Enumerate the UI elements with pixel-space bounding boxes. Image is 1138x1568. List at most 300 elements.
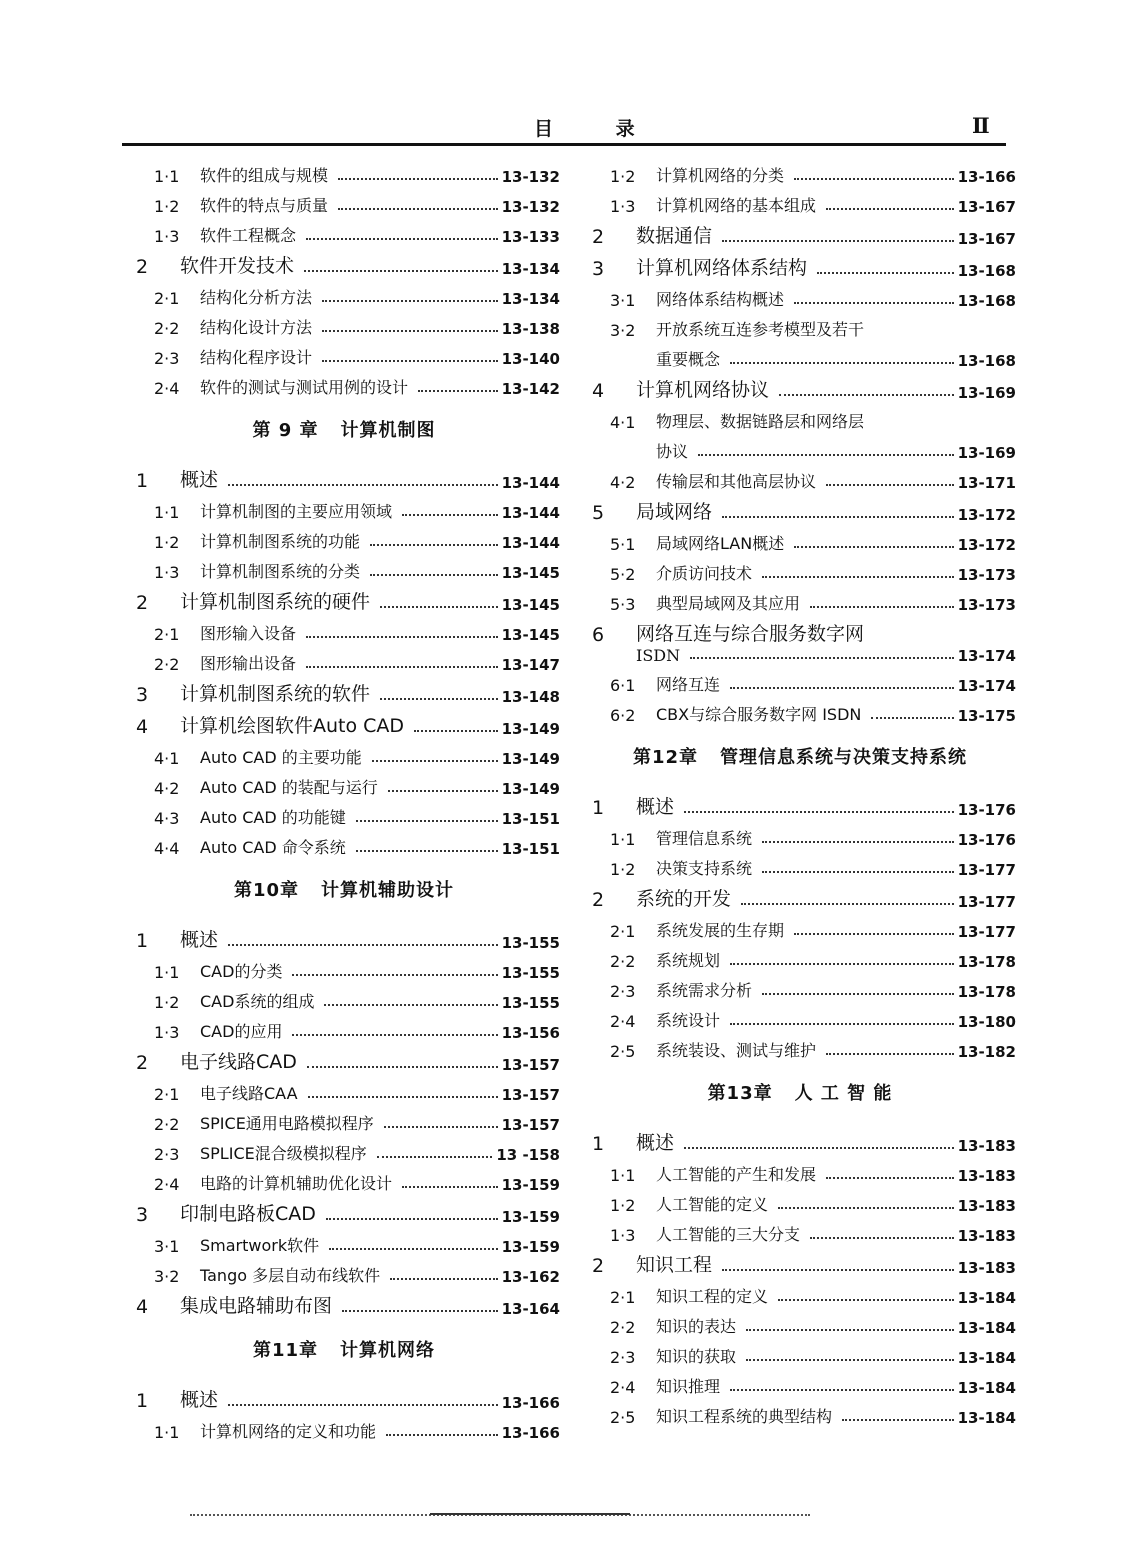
toc-section-entry[interactable] [128,706,560,738]
toc-section-entry[interactable] [128,1042,560,1074]
entry-number: 1·2 [610,860,636,879]
entry-number: 2·2 [154,1115,180,1134]
toc-subsection-entry[interactable] [128,552,560,582]
dot-leader [372,760,498,762]
chapter-title: 计算机辅助设计 [321,880,455,901]
dot-leader [338,208,498,210]
toc-subsection-entry[interactable] [128,368,560,398]
entry-title: 物理层、数据链路层和网络层 [656,412,865,431]
entry-page-number: 13-157 [501,1056,560,1074]
entry-number: 6 [592,624,605,646]
entry-title: 人工智能的定义 [656,1195,769,1214]
chapter-heading [584,1061,1016,1123]
entry-page-number: 13-148 [501,688,560,706]
dot-leader [380,698,498,700]
entry-number: 2 [136,256,149,278]
entry-title: 计算机制图系统的硬件 [180,591,371,613]
dot-leader [306,238,498,240]
entry-title: 知识工程系统的典型结构 [656,1407,833,1426]
entry-page-number: 13-157 [501,1116,560,1134]
dot-leader [730,1023,954,1025]
entry-title: 概述 [180,929,219,951]
toc-subsection-entry[interactable] [584,1215,1016,1245]
entry-page-number: 13-183 [957,1259,1016,1277]
toc-subsection-entry[interactable] [128,982,560,1012]
entry-page-number: 13-167 [957,198,1016,216]
entry-page-number: 13-138 [501,320,560,338]
entry-page-number: 13-174 [957,647,1016,665]
entry-number: 2·2 [154,319,180,338]
entry-page-number: 13-155 [501,934,560,952]
dot-leader [730,687,954,689]
entry-page-number: 13-171 [957,474,1016,492]
toc-section-entry[interactable] [584,492,1016,524]
dot-leader [794,302,954,304]
entry-title: 软件工程概念 [200,226,297,245]
toc-subsection-entry[interactable] [128,1412,560,1442]
toc-subsection-entry[interactable] [584,1367,1016,1397]
toc-subsection-entry[interactable] [584,1001,1016,1031]
toc-subsection-entry[interactable] [128,278,560,308]
entry-page-number: 13-178 [957,953,1016,971]
dot-leader [826,208,954,210]
toc-section-entry[interactable] [128,582,560,614]
toc-section-entry[interactable] [584,1123,1016,1155]
toc-subsection-entry[interactable] [128,768,560,798]
entry-page-number: 13-183 [957,1197,1016,1215]
entry-page-number: 13-142 [501,380,560,398]
dot-leader [390,1278,497,1280]
toc-subsection-entry[interactable] [584,524,1016,554]
toc-subsection-entry[interactable] [584,280,1016,310]
entry-page-number: 13-178 [957,983,1016,1001]
entry-title: 人工智能的三大分支 [656,1225,801,1244]
entry-page-number: 13-156 [501,1024,560,1042]
dot-leader [370,574,498,576]
entry-page-number: 13-182 [957,1043,1016,1061]
toc-subsection-entry[interactable] [128,338,560,368]
toc-section-entry[interactable] [584,614,1016,646]
toc-subsection-entry[interactable] [128,522,560,552]
dot-leader [746,1329,954,1331]
toc-subsection-entry[interactable] [584,971,1016,1001]
dot-leader [684,811,954,813]
dot-leader [730,362,954,364]
entry-title: 结构化分析方法 [200,288,313,307]
entry-number: 1·3 [610,1226,636,1245]
header-rule [122,143,1006,146]
entry-page-number: 13-145 [501,564,560,582]
entry-page-number: 13-168 [957,262,1016,280]
entry-number: 3·2 [154,1267,180,1286]
entry-title: CAD系统的组成 [200,992,315,1011]
entry-page-number: 13-184 [957,1319,1016,1337]
chapter-heading [128,1318,560,1380]
dot-leader [304,270,498,272]
entry-number: 3·1 [154,1237,180,1256]
entry-number: 2·1 [154,625,180,644]
entry-page-number: 13-144 [501,534,560,552]
entry-title: 计算机网络的定义和功能 [200,1422,377,1441]
entry-title: 知识的获取 [656,1347,737,1366]
entry-number: 2 [136,592,149,614]
toc-section-entry[interactable] [584,248,1016,280]
entry-number: 1·2 [154,533,180,552]
dot-leader [722,240,954,242]
entry-page-number: 13-166 [501,1394,560,1412]
entry-number: 2·4 [154,379,180,398]
dot-leader [779,394,954,396]
dot-leader [842,1419,954,1421]
dot-leader [722,516,954,518]
entry-page-number: 13-145 [501,626,560,644]
entry-number: 1 [592,797,605,819]
dot-leader [684,1147,954,1149]
entry-title: 管理信息系统 [656,829,753,848]
entry-title: 系统的开发 [636,888,732,910]
entry-page-number: 13-172 [957,536,1016,554]
toc-section-entry[interactable] [128,246,560,278]
entry-title: 计算机制图系统的分类 [200,562,361,581]
entry-title: Smartwork软件 [200,1236,320,1255]
chapter-title: 人 工 智 能 [794,1083,893,1104]
entry-number: 5·3 [610,595,636,614]
toc-section-entry[interactable] [584,1245,1016,1277]
entry-number: 1·2 [610,1196,636,1215]
entry-title: 知识工程的定义 [656,1287,769,1306]
toc-entry-continuation[interactable] [584,340,1016,370]
entry-page-number: 13-184 [957,1409,1016,1427]
entry-number: 5·1 [610,535,636,554]
entry-page-number: 13-162 [501,1268,560,1286]
entry-page-number: 13-173 [957,566,1016,584]
toc-subsection-entry[interactable] [584,695,1016,725]
toc-subsection-entry[interactable] [584,849,1016,879]
toc-section-entry[interactable] [128,920,560,952]
entry-number: 2·3 [610,982,636,1001]
entry-page-number: 13-145 [501,596,560,614]
toc-subsection-entry[interactable] [584,402,1016,432]
entry-number: 2·2 [610,1318,636,1337]
dot-leader [826,1053,954,1055]
entry-page-number: 13-144 [501,504,560,522]
dot-leader [826,484,954,486]
entry-title: Auto CAD 的装配与运行 [200,778,378,797]
entry-number: 2 [592,889,605,911]
entry-page-number: 13-140 [501,350,560,368]
entry-number: 2·1 [610,922,636,941]
chapter-heading [584,725,1016,787]
entry-number: 6·2 [610,706,636,725]
dot-leader [746,1359,954,1361]
toc-section-entry[interactable] [128,1194,560,1226]
entry-page-number: 13-147 [501,656,560,674]
chapter-title: 计算机制图 [340,420,436,441]
entry-number: 2·2 [154,655,180,674]
toc-section-entry[interactable] [128,1380,560,1412]
dot-leader [402,514,498,516]
entry-number: 4·4 [154,839,180,858]
toc-subsection-entry[interactable] [128,738,560,768]
entry-title: 概述 [180,1389,219,1411]
entry-number: 2·1 [154,289,180,308]
entry-number: 4·1 [610,413,636,432]
dot-leader [698,454,954,456]
entry-number: 2 [136,1052,149,1074]
entry-title: 电子线路CAA [200,1084,298,1103]
entry-page-number: 13-132 [501,198,560,216]
entry-page-number: 13-184 [957,1289,1016,1307]
dot-leader [324,1004,497,1006]
entry-title: 电路的计算机辅助优化设计 [200,1174,393,1193]
entry-title: CAD的分类 [200,962,283,981]
entry-title: 计算机网络的基本组成 [656,196,817,215]
toc-subsection-entry[interactable] [584,819,1016,849]
toc-subsection-entry[interactable] [128,1256,560,1286]
entry-title: 系统需求分析 [656,981,753,1000]
entry-title: 计算机绘图软件Auto CAD [180,715,405,737]
entry-number: 1 [136,1390,149,1412]
entry-number: 1·1 [154,503,180,522]
toc-subsection-entry[interactable] [584,554,1016,584]
entry-title: 图形输入设备 [200,624,297,643]
entry-page-number: 13-169 [957,384,1016,402]
entry-page-number: 13-151 [501,810,560,828]
toc-subsection-entry[interactable] [128,644,560,674]
entry-number: 6·1 [610,676,636,695]
chapter-heading [128,858,560,920]
entry-page-number: 13-155 [501,994,560,1012]
entry-number: 4·3 [154,809,180,828]
entry-number: 2·2 [610,952,636,971]
entry-number: 1·1 [154,1423,180,1442]
toc-section-entry[interactable] [128,1286,560,1318]
dot-leader [380,606,498,608]
entry-number: 2·5 [610,1042,636,1061]
entry-page-number: 13-134 [501,290,560,308]
toc-subsection-entry[interactable] [128,1104,560,1134]
toc-subsection-entry[interactable] [128,1134,560,1164]
entry-title: 网络互连 [656,675,721,694]
entry-page-number: 13-159 [501,1208,560,1226]
toc-entry-continuation[interactable] [584,432,1016,462]
entry-title: Auto CAD 的主要功能 [200,748,362,767]
dot-leader [292,1034,497,1036]
toc-subsection-entry[interactable] [584,665,1016,695]
entry-page-number: 13-132 [501,168,560,186]
entry-number: 1 [592,1133,605,1155]
chapter-title: 管理信息系统与决策支持系统 [720,747,968,768]
entry-title: 计算机制图的主要应用领域 [200,502,393,521]
toc-subsection-entry[interactable] [128,1164,560,1194]
dot-leader [228,484,498,486]
toc-subsection-entry[interactable] [584,462,1016,492]
toc-subsection-entry[interactable] [128,952,560,982]
entry-number: 3 [136,1204,149,1226]
entry-page-number: 13-134 [501,260,560,278]
dot-leader [762,576,954,578]
entry-page-number: 13-172 [957,506,1016,524]
dot-leader [778,1299,954,1301]
chapter-number: 第10章 [233,880,300,901]
entry-number: 1·1 [154,167,180,186]
dot-leader [762,841,954,843]
dot-leader [306,666,498,668]
entry-title: 人工智能的产生和发展 [656,1165,817,1184]
toc-subsection-entry[interactable] [128,1012,560,1042]
toc-subsection-entry[interactable] [584,1185,1016,1215]
entry-page-number: 13-177 [957,893,1016,911]
entry-title: 印制电路板CAD [180,1203,316,1225]
entry-title: 开放系统互连参考模型及若干 [656,320,865,339]
entry-number: 1·2 [154,993,180,1012]
entry-title: 局域网络 [636,501,713,523]
toc-subsection-entry[interactable] [128,308,560,338]
entry-number: 2·4 [154,1175,180,1194]
entry-title: 典型局域网及其应用 [656,594,801,613]
entry-title: 电子线路CAD [180,1051,297,1073]
toc-subsection-entry[interactable] [128,156,560,186]
toc-subsection-entry[interactable] [128,492,560,522]
entry-page-number: 13-149 [501,750,560,768]
toc-subsection-entry[interactable] [584,584,1016,614]
chapter-title: 计算机网络 [340,1340,436,1361]
dot-leader [386,1434,498,1436]
toc-subsection-entry[interactable] [128,216,560,246]
entry-page-number: 13-173 [957,596,1016,614]
toc-subsection-entry[interactable] [584,911,1016,941]
dot-leader [730,963,954,965]
entry-page-number: 13-149 [501,780,560,798]
entry-title: 知识工程 [636,1254,713,1276]
toc-section-entry[interactable] [584,216,1016,248]
dot-leader [778,1207,954,1209]
toc-subsection-entry[interactable] [584,1031,1016,1061]
entry-number: 4 [136,716,149,738]
entry-title: 计算机制图系统的功能 [200,532,361,551]
toc-subsection-entry[interactable] [128,1226,560,1256]
entry-title: Auto CAD 的功能键 [200,808,346,827]
entry-page-number: 13-176 [957,831,1016,849]
toc-subsection-entry[interactable] [584,1307,1016,1337]
toc-subsection-entry[interactable] [584,941,1016,971]
page-number: Ⅱ [972,113,990,138]
entry-number: 3 [592,258,605,280]
entry-title: 计算机网络体系结构 [636,257,808,279]
toc-subsection-entry[interactable] [584,186,1016,216]
entry-title: 软件的测试与测试用例的设计 [200,378,409,397]
entry-page-number: 13-157 [501,1086,560,1104]
entry-title: 网络互连与综合服务数字网 [636,623,865,645]
toc-subsection-entry[interactable] [128,828,560,858]
entry-title: SPLICE混合级模拟程序 [200,1144,367,1163]
dot-leader [762,871,954,873]
entry-number: 4 [592,380,605,402]
entry-number: 2·3 [154,349,180,368]
toc-section-entry[interactable] [584,787,1016,819]
dot-leader [228,1404,498,1406]
entry-number: 4·1 [154,749,180,768]
entry-title: CAD的应用 [200,1022,283,1041]
entry-page-number: 13-149 [501,720,560,738]
toc-subsection-entry[interactable] [584,1337,1016,1367]
toc-section-entry[interactable] [584,370,1016,402]
toc-subsection-entry[interactable] [584,310,1016,340]
dot-leader [356,820,498,822]
entry-title: 软件的组成与规模 [200,166,329,185]
entry-page-number: 13-180 [957,1013,1016,1031]
entry-number: 5·2 [610,565,636,584]
entry-number: 2·4 [610,1012,636,1031]
entry-page-number: 13-166 [957,168,1016,186]
entry-title: ISDN [636,646,681,665]
dot-leader [730,1389,954,1391]
entry-page-number: 13 -158 [496,1146,560,1164]
dot-leader [356,850,498,852]
toc-subsection-entry[interactable] [128,798,560,828]
dot-leader [402,1186,498,1188]
entry-title: 结构化程序设计 [200,348,313,367]
entry-title: 知识推理 [656,1377,721,1396]
entry-page-number: 13-175 [957,707,1016,725]
toc-subsection-entry[interactable] [584,1277,1016,1307]
toc-section-entry[interactable] [584,879,1016,911]
entry-number: 5 [592,502,605,524]
toc-subsection-entry[interactable] [128,186,560,216]
entry-number: 3·1 [610,291,636,310]
dot-leader [228,944,498,946]
entry-title: 系统规划 [656,951,721,970]
entry-title: SPICE通用电路模拟程序 [200,1114,374,1133]
entry-title: 计算机制图系统的软件 [180,683,371,705]
entry-page-number: 13-166 [501,1424,560,1442]
dot-leader [871,717,953,719]
entry-title: 决策支持系统 [656,859,753,878]
chapter-heading [128,398,560,460]
page-header-title: 目 录 [534,118,663,140]
entry-number: 1·3 [154,563,180,582]
dot-leader [414,730,498,732]
toc-section-entry[interactable] [128,674,560,706]
entry-number: 2·1 [154,1085,180,1104]
entry-title: 图形输出设备 [200,654,297,673]
toc-section-entry[interactable] [128,460,560,492]
entry-title: CBX与综合服务数字网 ISDN [656,705,862,724]
entry-title: 重要概念 [656,350,721,369]
entry-title: Tango 多层自动布线软件 [200,1266,381,1285]
dot-leader [322,300,498,302]
dot-leader [377,1156,493,1158]
entry-title: 概述 [636,796,675,818]
toc-subsection-entry[interactable] [584,1155,1016,1185]
toc-subsection-entry[interactable] [128,1074,560,1104]
dot-leader [384,1126,498,1128]
entry-title: 概述 [636,1132,675,1154]
entry-page-number: 13-144 [501,474,560,492]
toc-entry-continuation[interactable] [584,646,1016,665]
entry-title: 计算机网络协议 [636,379,770,401]
toc-subsection-entry[interactable] [128,614,560,644]
toc-subsection-entry[interactable] [584,156,1016,186]
entry-number: 1·2 [154,197,180,216]
entry-number: 2·3 [610,1348,636,1367]
entry-page-number: 13-183 [957,1227,1016,1245]
entry-page-number: 13-155 [501,964,560,982]
entry-number: 4·2 [610,473,636,492]
toc-subsection-entry[interactable] [584,1397,1016,1427]
dot-leader [308,1096,498,1098]
entry-page-number: 13-168 [957,292,1016,310]
